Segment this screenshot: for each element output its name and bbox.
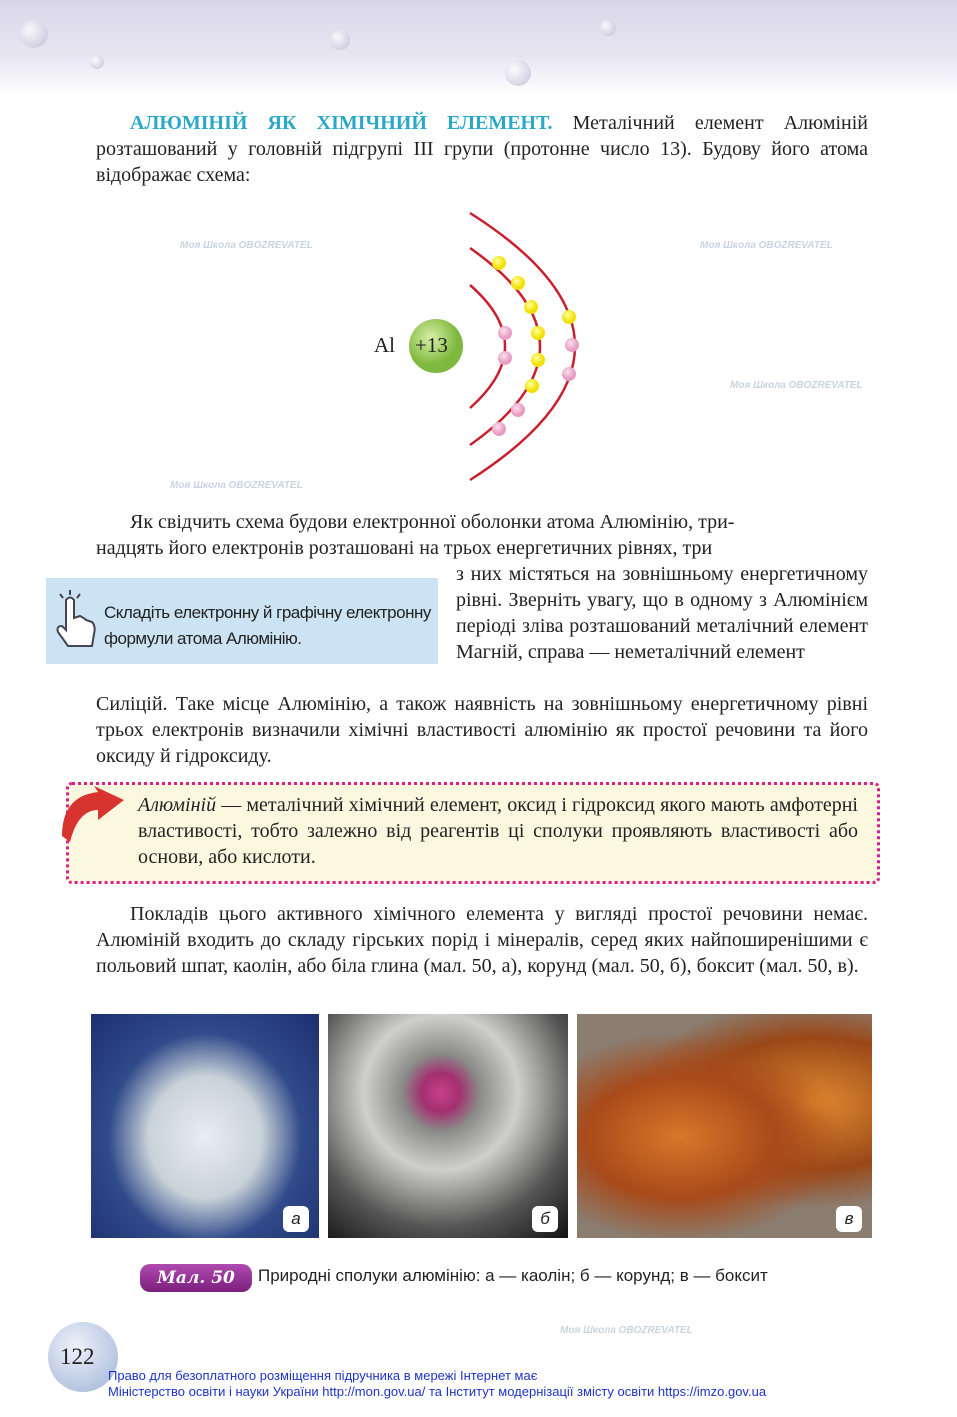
atom-diagram — [370, 205, 610, 490]
watermark: Моя Школа OBOZREVATEL — [560, 1325, 693, 1336]
watermark: Моя Школа OBOZREVATEL — [170, 480, 303, 491]
intro-text: Металічний елемент Алюміній розташований у головній підгрупі III групи (протонне число 13). Будову його атома відображає схема: — [96, 112, 868, 186]
photo-corundum — [328, 1014, 568, 1238]
photo-label: в — [836, 1206, 862, 1232]
paragraph-electron-levels — [96, 509, 868, 561]
red-arrow-icon — [58, 786, 128, 846]
section-heading: АЛЮМІНІЙ ЯК ХІМІЧНИЙ ЕЛЕМЕНТ. — [130, 112, 553, 134]
decorative-header-band — [0, 0, 957, 95]
definition-term: Алюміній — [138, 794, 217, 816]
watermark: Моя Школа OBOZREVATEL — [700, 240, 833, 251]
paragraph-right-column: з них містяться на зовнішньому енергетичному рівні. Зверніть увагу, що в одному з Алюмінієм періоді зліва розташований металічний елемент Магній, справа — неметалічний елемент — [456, 563, 868, 663]
figure-badge: Мал. 50 — [140, 1264, 252, 1292]
paragraph-continuation: Силіцій. Таке місце Алюмінію, а також наявність на зовнішньому енергетичному рівні трьох електронів визначили хімічні властивості алюмінію як простої речовини та його оксиду й гідроксиду. — [96, 693, 868, 767]
definition-body: — металічний хімічний елемент, оксид і гідроксид якого мають амфотерні властивості, тобто залежно від реагентів ці сполуки проявляють властивості або основи, або кислоти. — [138, 794, 858, 868]
bubble-decoration — [330, 30, 350, 50]
task-text: Складіть електронну й графічну електронну формули атома Алюмінію. — [104, 603, 431, 648]
bubble-decoration — [20, 20, 48, 48]
photo-kaolin — [91, 1014, 319, 1238]
watermark: Моя Школа OBOZREVATEL — [180, 240, 313, 251]
text-line: Як свідчить схема будови електронної оболонки атома Алюмінію, три- — [130, 511, 735, 533]
page-number: 122 — [48, 1322, 118, 1392]
pointing-hand-icon — [52, 590, 98, 656]
copyright-footer — [108, 1368, 766, 1400]
watermark: Моя Школа OBOZREVATEL — [730, 380, 863, 391]
definition-text — [138, 792, 858, 870]
nucleus-charge: +13 — [415, 333, 448, 357]
electron-shell-3 — [470, 213, 575, 480]
paragraph-minerals: Покладів цього активного хімічного елемента у вигляді простої речовини немає. Алюміній входить до складу гірських порід і мінералів, серед яких найпоширенішими є польовий шпат, каолін, або біла глина (мал. 50, а), корунд (мал. 50, б), боксит (мал. 50, в). — [96, 903, 868, 977]
element-symbol: Al — [374, 333, 395, 357]
footer-line: Міністерство освіти і науки України http://mon.gov.ua/ та Інститут модернізації змісту освіти https://imzo.gov.ua — [108, 1384, 767, 1399]
bubble-decoration — [505, 60, 531, 86]
electron-shell-1 — [470, 285, 505, 408]
figure-caption: Природні сполуки алюмінію: а — каолін; б — корунд; в — боксит — [258, 1266, 768, 1285]
footer-line: Право для безоплатного розміщення підручника в мережі Інтернет має — [108, 1368, 538, 1383]
photo-bauxite — [577, 1014, 872, 1238]
bubble-decoration — [600, 20, 616, 36]
intro-paragraph — [96, 110, 868, 188]
bubble-decoration — [90, 55, 104, 69]
photo-label: а — [283, 1206, 309, 1232]
photo-label: б — [532, 1206, 558, 1232]
text-line: надцять його електронів розташовані на трьох енергетичних рівнях, три — [96, 537, 713, 559]
